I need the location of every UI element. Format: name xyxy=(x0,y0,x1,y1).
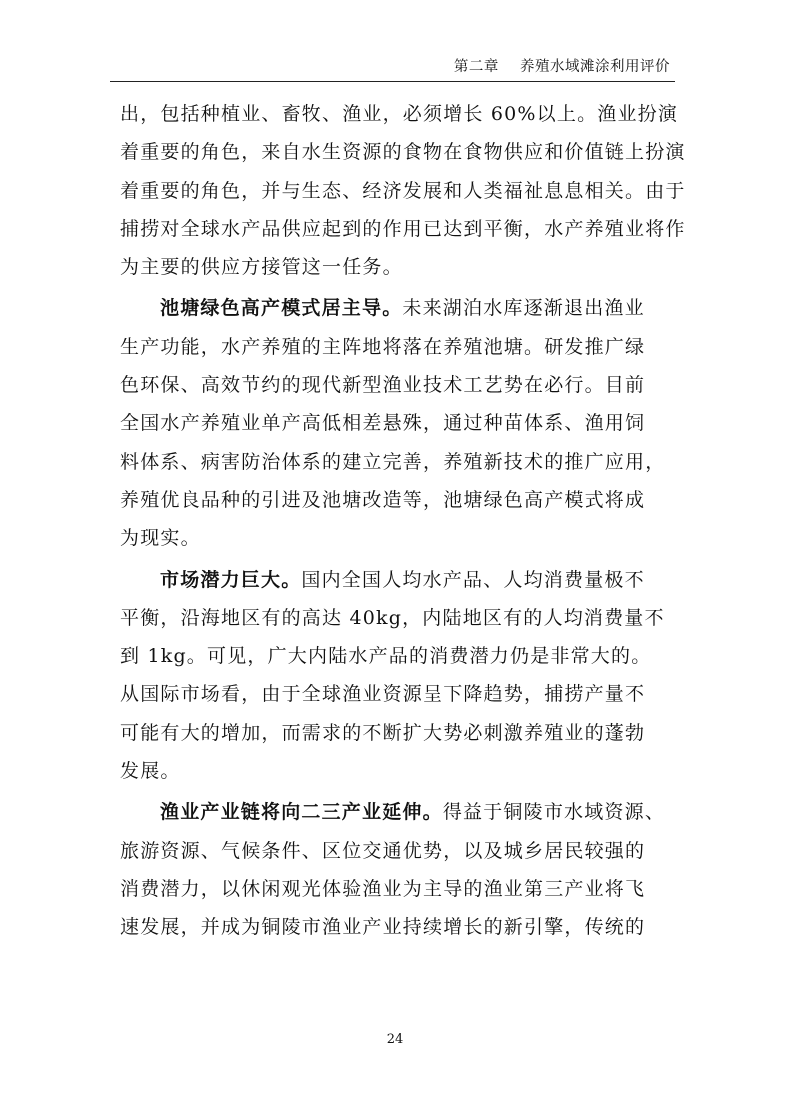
chapter-label: 第二章 xyxy=(453,59,499,75)
text-line: 速发展，并成为铜陵市渔业产业持续增长的新引擎，传统的 xyxy=(120,916,646,939)
text-line: 着重要的角色，并与生态、经济发展和人类福祉息息相关。由于 xyxy=(120,179,686,202)
text-line: 捕捞对全球水产品供应起到的作用已达到平衡，水产养殖业将作 xyxy=(120,217,686,240)
text-run: 未来湖泊水库逐渐退出渔业 xyxy=(402,297,645,320)
text-line: 全国水产养殖业单产高低相差悬殊，通过种苗体系、渔用饲 xyxy=(120,412,646,435)
body-text xyxy=(120,95,686,947)
paragraph-heading: 市场潜力巨大。 xyxy=(160,568,302,591)
text-line xyxy=(120,793,680,831)
paragraph-heading: 渔业产业链将向二三产业延伸。 xyxy=(160,801,443,824)
paragraph-continuation xyxy=(120,95,686,286)
text-line: 着重要的角色，来自水生资源的食物在食物供应和价值链上扮演 xyxy=(120,141,686,164)
text-line: 生产功能，水产养殖的主阵地将落在养殖池塘。研发推广绿 xyxy=(120,335,646,358)
header-rule xyxy=(110,81,675,82)
text-line: 发展。 xyxy=(120,760,181,783)
page-number: 24 xyxy=(386,1032,404,1047)
text-line xyxy=(120,561,680,599)
running-header xyxy=(110,55,670,76)
text-line: 出，包括种植业、畜牧、渔业，必须增长 60%以上。渔业扮演 xyxy=(120,103,679,125)
paragraph-market-potential xyxy=(120,561,680,791)
paragraph-heading: 池塘绿色高产模式居主导。 xyxy=(160,297,403,320)
paragraph-pond-mode xyxy=(120,289,680,557)
text-line: 到 1kg。可见，广大内陆水产品的消费潜力仍是非常大的。 xyxy=(120,645,652,668)
text-line: 从国际市场看，由于全球渔业资源呈下降趋势，捕捞产量不 xyxy=(120,683,646,706)
text-line: 旅游资源、气候条件、区位交通优势，以及城乡居民较强的 xyxy=(120,839,646,862)
text-run: 国内全国人均水产品、人均消费量极不 xyxy=(301,568,645,591)
chapter-title: 养殖水域滩涂利用评价 xyxy=(520,59,670,75)
text-line: 为现实。 xyxy=(120,527,201,550)
text-line: 色环保、高效节约的现代新型渔业技术工艺势在必行。目前 xyxy=(120,374,646,397)
paragraph-industry-chain xyxy=(120,793,680,946)
text-run: 得益于铜陵市水域资源、 xyxy=(442,801,666,824)
text-line: 平衡，沿海地区有的高达 40kg，内陆地区有的人均消费量不 xyxy=(120,606,665,629)
text-line: 可能有大的增加，而需求的不断扩大势必刺激养殖业的蓬勃 xyxy=(120,721,646,744)
text-line xyxy=(120,289,680,327)
text-line: 料体系、病害防治体系的建立完善，养殖新技术的推广应用， xyxy=(120,450,666,473)
text-line: 养殖优良品种的引进及池塘改造等，池塘绿色高产模式将成 xyxy=(120,488,646,511)
text-line: 为主要的供应方接管这一任务。 xyxy=(120,256,403,279)
text-line: 消费潜力，以休闲观光体验渔业为主导的渔业第三产业将飞 xyxy=(120,877,646,900)
